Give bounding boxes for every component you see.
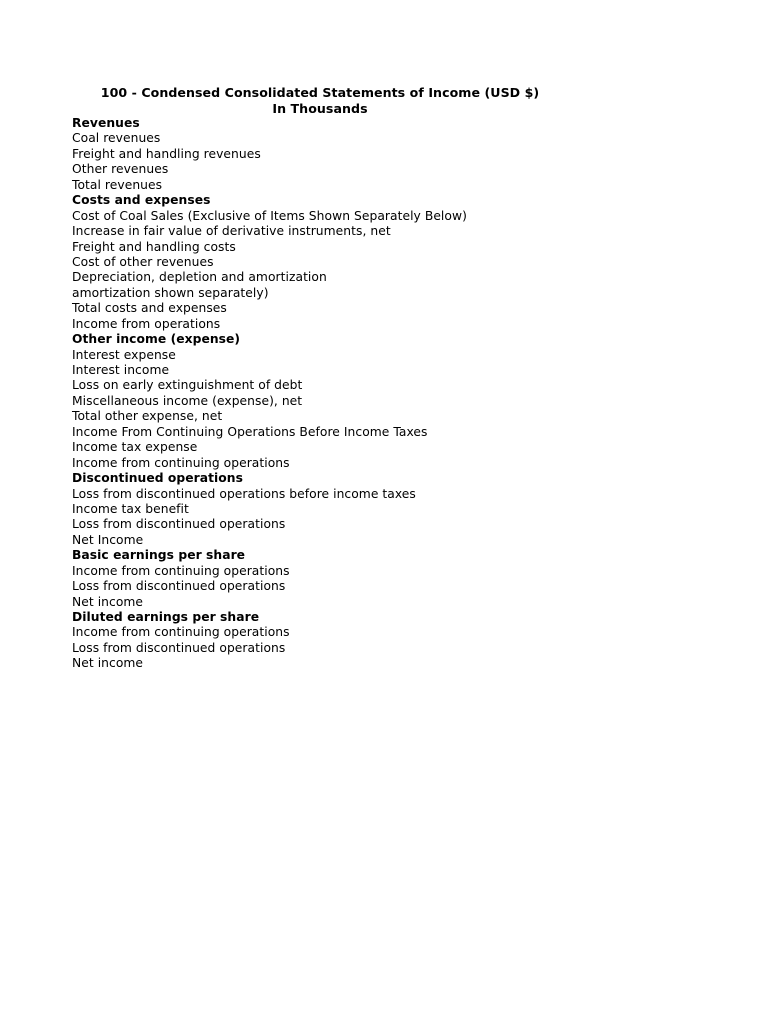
line-item: Loss on early extinguishment of debt [72,378,303,393]
line-item: Net Income [72,532,144,547]
section-heading: Other income (expense) [72,332,241,347]
line-item: Income from operations [72,316,221,331]
line-item: Total costs and expenses [72,301,227,316]
line-item: Income from continuing operations [72,625,290,640]
line-item: Loss from discontinued operations [72,579,286,594]
statement-units: In Thousands [272,100,368,116]
line-item: Increase in fair value of derivative instruments, net [72,224,391,239]
statement-line-items [72,116,712,672]
line-item: Interest expense [72,347,176,362]
statement-header [72,85,568,116]
section-heading: Costs and expenses [72,193,211,208]
line-item: Cost of Coal Sales (Exclusive of Items Shown Separately Below) [72,208,467,223]
line-item: Loss from discontinued operations before income taxes [72,486,416,501]
line-item: Freight and handling costs [72,239,236,254]
line-item: Income from continuing operations [72,455,290,470]
section-heading: Diluted earnings per share [72,610,260,624]
section-heading: Discontinued operations [72,471,243,486]
line-item: Income tax benefit [72,501,189,516]
line-item: Income tax expense [72,440,198,455]
line-item: Freight and handling revenues [72,146,261,161]
line-item: Income From Continuing Operations Before Income Taxes [72,424,428,439]
line-item: Net income [72,594,144,609]
line-item: Total other expense, net [72,409,223,424]
statement-title: 100 - Condensed Consolidated Statements of Income (USD $) [100,85,540,100]
line-item: Coal revenues [72,131,161,146]
line-item: Cost of other revenues [72,254,214,269]
line-item: Interest income [72,363,170,377]
line-item: Depreciation, depletion and amortization [72,270,327,285]
line-item: Income from continuing operations [72,563,290,578]
line-item: Net income [72,656,144,671]
line-item: Miscellaneous income (expense), net [72,393,303,408]
line-item: Loss from discontinued operations [72,640,286,655]
line-item: Total revenues [72,177,163,192]
line-item: amortization shown separately) [72,285,269,300]
section-heading: Revenues [72,116,140,130]
line-item: Other revenues [72,162,169,177]
section-heading: Basic earnings per share [72,548,246,563]
line-item: Loss from discontinued operations [72,517,286,532]
